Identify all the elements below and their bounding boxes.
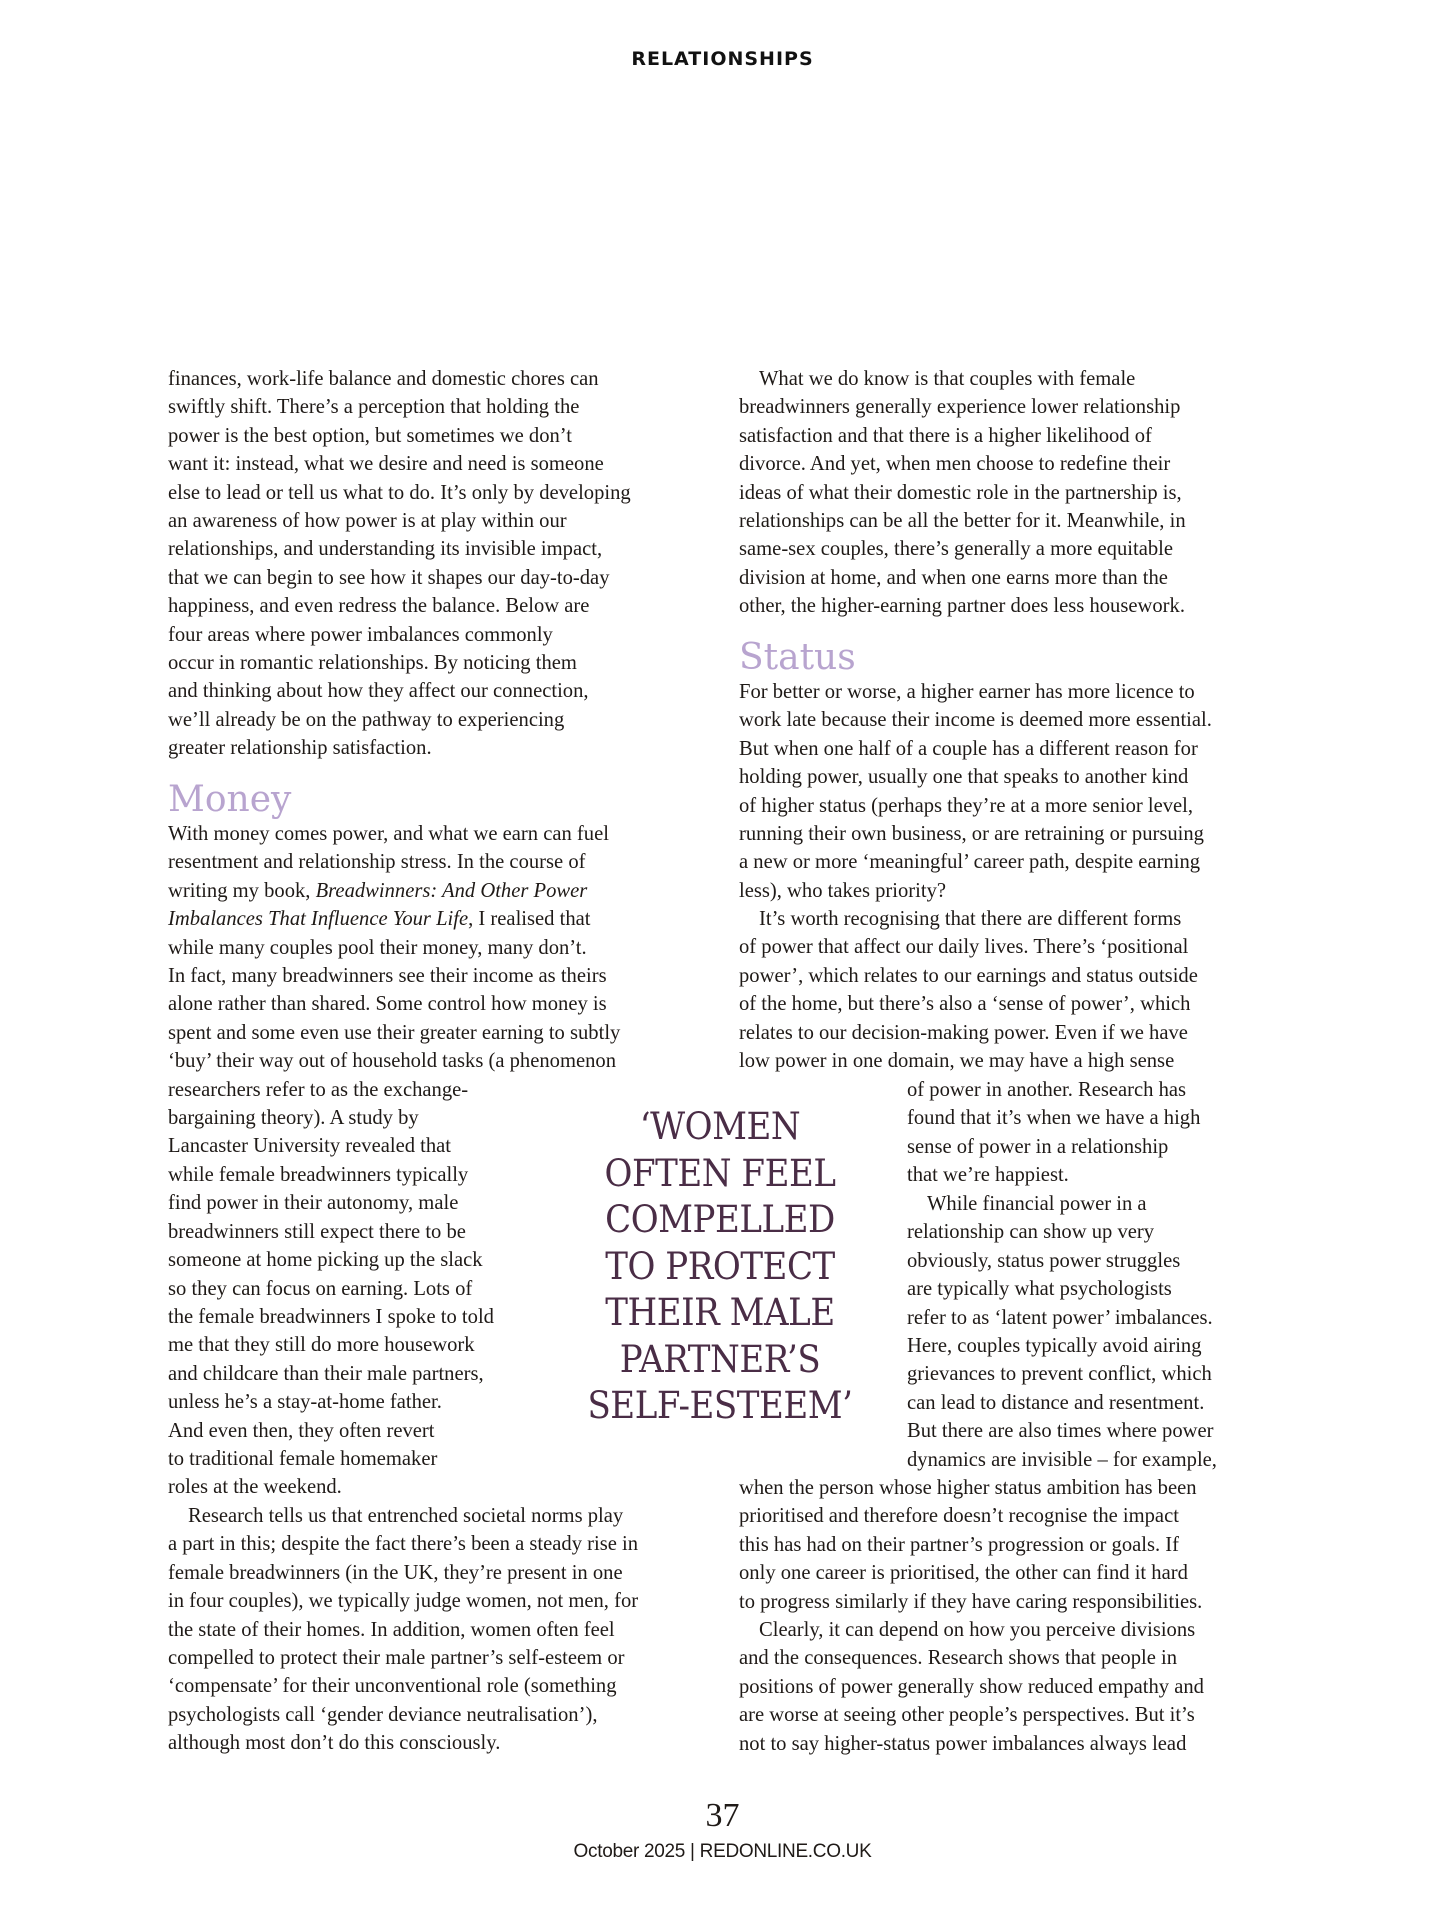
text-line: are typically what psychologists [907,1278,1172,1301]
text-line: swiftly shift. There’s a perception that holding the [168,396,580,419]
text-line: It’s worth recognising that there are different forms [759,908,1182,930]
narrow-paragraph-b [907,1190,1287,1474]
text-line: Here, couples typically avoid airing [907,1335,1202,1358]
text-line: an awareness of how power is at play within our [168,510,567,533]
text-line: low power in one domain, we may have a high sense [739,1050,1175,1073]
text-line: other, the higher-earning partner does less housework. [739,595,1185,618]
text-line: this has had on their partner’s progression or goals. If [739,1533,1180,1556]
text-line: OFTEN FEEL [604,1151,836,1195]
page-number: 37 [705,1797,740,1834]
text-line: a part in this; despite the fact there’s been a steady rise in [168,1533,639,1556]
text-line: But when one half of a couple has a different reason for [739,737,1198,760]
text-line: female breadwinners (in the UK, they’re present in one [168,1561,623,1584]
book-line-2: Imbalances That Influence Your Life, I realised that [168,908,591,931]
text-line: of power in another. Research has [907,1079,1187,1101]
text-line: researchers refer to as the exchange- [168,1078,469,1101]
text-line: psychologists call ‘gender deviance neutralisation’), [168,1703,598,1726]
research-paragraph [168,1502,702,1758]
text-line: Lancaster University revealed that [168,1135,452,1158]
text-line: while female breadwinners typically [168,1163,469,1186]
money-lines-a [168,820,702,877]
text-line: ‘WOMEN [639,1105,801,1148]
text-line: running their own business, or are retraining or pursuing [739,823,1204,846]
clearly-paragraph [739,1616,1279,1758]
text-line: prioritised and therefore doesn’t recognise the impact [739,1505,1179,1528]
book-title-part-1: Breadwinners: And Other Power [315,879,588,902]
text-line: For better or worse, a higher earner has more licence to [739,681,1195,703]
text-line: divorce. And yet, when men choose to redefine their [739,453,1171,476]
text-line: although most don’t do this consciously. [168,1732,501,1755]
text-line: roles at the weekend. [168,1476,342,1499]
text-line: only one career is prioritised, the other can find it hard [739,1562,1188,1585]
text-line: ‘compensate’ for their unconventional role (something [168,1675,617,1698]
text-line: are worse at seeing other people’s perspectives. But it’s [739,1704,1195,1727]
text-line: holding power, usually one that speaks to another kind [739,766,1189,789]
text-line: found that it’s when we have a high [907,1107,1201,1130]
text-line: refer to as ‘latent power’ imbalances. [907,1306,1213,1329]
book-title-part-2: Imbalances That Influence Your Life [168,908,469,931]
text-line: to progress similarly if they have caring responsibilities. [739,1590,1203,1613]
text-line: power is the best option, but sometimes we don’t [168,424,573,447]
text-line: With money comes power, and what we earn can fuel [168,823,609,845]
text-line: greater relationship satisfaction. [168,737,432,760]
text-line: satisfaction and that there is a higher likelihood of [739,424,1152,447]
text-line: compelled to protect their male partner’s self-esteem or [168,1647,625,1670]
text-line: not to say higher-status power imbalances always lead [739,1732,1187,1755]
status-heading: Status [739,637,856,678]
text-line: same-sex couples, there’s generally a more equitable [739,538,1174,561]
text-line: relationships can be all the better for it. Meanwhile, in [739,510,1186,533]
text-line: division at home, and when one earns more than the [739,566,1168,589]
text-line: and childcare than their male partners, [168,1362,484,1385]
text-line: relates to our decision-making power. Even if we have [739,1021,1188,1044]
text-line: a new or more ‘meaningful’ career path, despite earning [739,851,1201,874]
text-line: while many couples pool their money, many don’t. [168,936,587,959]
footer-issue-line: October 2025 | REDONLINE.CO.UK [573,1841,872,1862]
text-line: me that they still do more housework [168,1334,475,1357]
text-line: four areas where power imbalances commonly [168,623,553,646]
text-line: SELF-ESTEEM’ [587,1384,853,1427]
text-line: in four couples), we typically judge women, not men, for [168,1590,639,1613]
text-line: finances, work-life balance and domestic chores can [168,368,599,390]
text-line: alone rather than shared. Some control how money is [168,993,607,1016]
text-line: Clearly, it can depend on how you perceive divisions [759,1619,1196,1641]
text-line: that we’re happiest. [907,1164,1069,1187]
text-line: Research tells us that entrenched societal norms play [188,1505,624,1527]
status-paragraph [739,678,1279,905]
text-line: breadwinners still expect there to be [168,1220,466,1243]
narrow-paragraph-a [907,1076,1287,1190]
text-line: THEIR MALE [605,1291,835,1334]
text-line: and the consequences. Research shows that people in [739,1647,1178,1670]
text-line: to traditional female homemaker [168,1447,438,1470]
text-line: But there are also times where power [907,1420,1214,1443]
text-line: And even then, they often revert [168,1419,435,1442]
text-line: TO PROTECT [605,1244,835,1288]
text-line: else to lead or tell us what to do. It’s only by developing [168,481,631,504]
text-line: we’ll already be on the pathway to experiencing [168,708,565,731]
prioritised-paragraph [739,1474,1279,1616]
text-line: someone at home picking up the slack [168,1249,483,1272]
text-line: of power that affect our daily lives. There’s ‘positional [739,936,1189,959]
text-line: breadwinners generally experience lower relationship [739,396,1181,419]
text-line: when the person whose higher status ambition has been [739,1477,1197,1499]
text-line: unless he’s a stay-at-home father. [168,1391,442,1414]
intro-paragraph [168,365,702,763]
text-line: find power in their autonomy, male [168,1192,459,1215]
text-line: that we can begin to see how it shapes our day-to-day [168,566,610,589]
text-line: relationship can show up very [907,1221,1155,1244]
book-line-1: writing my book, Breadwinners: And Other Power [168,879,588,902]
text-line: ‘buy’ their way out of household tasks (a phenomenon [168,1050,617,1073]
text-line: relationships, and understanding its invisible impact, [168,538,603,561]
text-line: the state of their homes. In addition, women often feel [168,1618,615,1641]
text-line: can lead to distance and resentment. [907,1391,1205,1414]
text-line: While financial power in a [927,1193,1147,1215]
text-line: sense of power in a relationship [907,1135,1169,1158]
text-line: obviously, status power struggles [907,1249,1181,1272]
text-line: resentment and relationship stress. In the course of [168,851,586,874]
text-line: ideas of what their domestic role in the partnership is, [739,481,1182,504]
text-line: What we do know is that couples with female [759,368,1136,390]
text-line: occur in romantic relationships. By noticing them [168,652,577,675]
text-line: spent and some even use their greater earning to subtly [168,1021,621,1044]
pull-quote [582,1104,858,1430]
text-line: PARTNER’S [619,1337,821,1381]
text-line: want it: instead, what we desire and need is someone [168,453,604,476]
text-line: and thinking about how they affect our connection, [168,680,589,703]
forms-paragraph [739,905,1279,1075]
section-label: RELATIONSHIPS [631,48,814,70]
text-line: dynamics are invisible – for example, [907,1448,1217,1471]
breadwinners-paragraph [739,365,1279,621]
text-line: so they can focus on earning. Lots of [168,1277,473,1300]
text-line: COMPELLED [605,1198,835,1241]
text-line: happiness, and even redress the balance. Below are [168,595,590,618]
text-line: the female breadwinners I spoke to told [168,1305,494,1328]
text-line: power’, which relates to our earnings and status outside [739,964,1198,987]
text-line: bargaining theory). A study by [168,1107,419,1130]
text-line: work late because their income is deemed more essential. [739,709,1212,732]
text-line: of higher status (perhaps they’re at a more senior level, [739,794,1194,817]
text-line: of the home, but there’s also a ‘sense of power’, which [739,993,1191,1016]
text-line: less), who takes priority? [739,879,947,902]
text-line: grievances to prevent conflict, which [907,1363,1212,1386]
money-heading: Money [168,779,292,820]
text-line: positions of power generally show reduced empathy and [739,1675,1204,1698]
text-line: In fact, many breadwinners see their income as theirs [168,965,607,988]
